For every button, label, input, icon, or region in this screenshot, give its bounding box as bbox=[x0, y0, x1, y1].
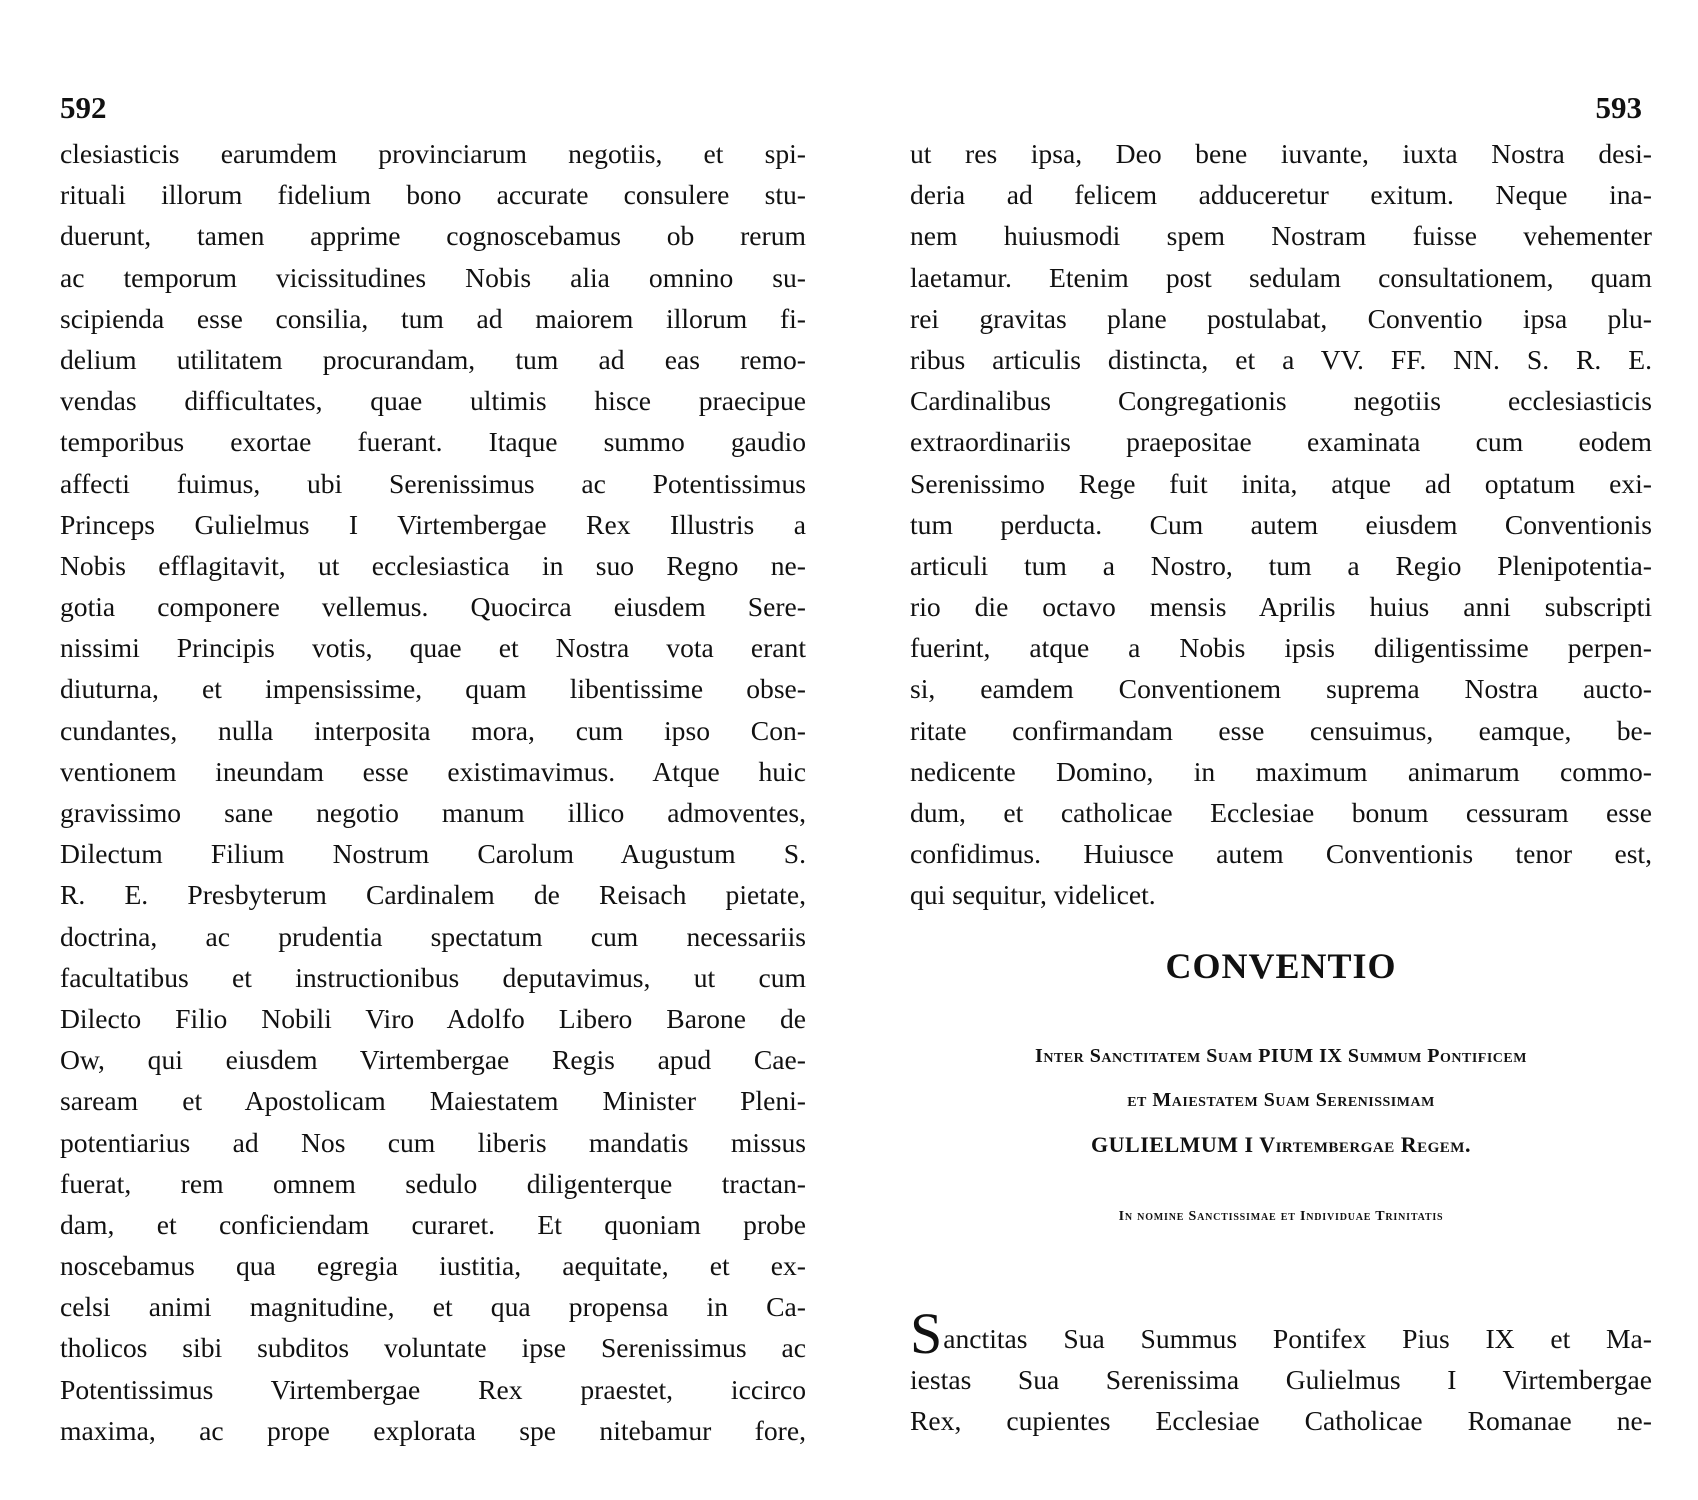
text-line: Dilectum Filium Nostrum Carolum Augustum S. bbox=[60, 838, 806, 870]
drop-cap-initial: S bbox=[910, 1301, 943, 1367]
text-line: facultatibus et instructionibus deputavimus, ut cum bbox=[60, 961, 806, 993]
text-line: ribus articulis distincta, et a VV. FF. NN. S. R. E. bbox=[910, 343, 1652, 375]
text-line: diuturna, et impensissime, quam libentissime obse- bbox=[60, 673, 806, 705]
opening-first-line bbox=[910, 1301, 1652, 1367]
text-line: Serenissimo Rege fuit inita, atque ad optatum exi- bbox=[910, 467, 1652, 499]
text-line: tholicos sibi subditos voluntate ipse Serenissimus ac bbox=[60, 1332, 806, 1364]
convention-opening-paragraph bbox=[910, 1301, 1652, 1442]
text-line: iestas Sua Serenissima Gulielmus I Virtembergae bbox=[910, 1364, 1652, 1396]
text-line: nedicente Domino, in maximum animarum commo- bbox=[910, 755, 1652, 787]
text-line: ac temporum vicissitudines Nobis alia omnino su- bbox=[60, 261, 806, 293]
text-line: Dilecto Filio Nobili Viro Adolfo Libero Barone de bbox=[60, 1002, 806, 1034]
text-line: cundantes, nulla interposita mora, cum ipso Con- bbox=[60, 714, 806, 746]
text-line: fuerat, rem omnem sedulo diligenterque tractan- bbox=[60, 1167, 806, 1199]
text-line: scipienda esse consilia, tum ad maiorem illorum fi- bbox=[60, 302, 806, 334]
text-line: extraordinariis praepositae examinata cum eodem bbox=[910, 426, 1652, 458]
text-line: si, eamdem Conventionem suprema Nostra aucto- bbox=[910, 673, 1652, 705]
text-line: temporibus exortae fuerant. Itaque summo gaudio bbox=[60, 426, 806, 458]
text-line: anctitas Sua Summus Pontifex Pius IX et Ma- bbox=[943, 1322, 1652, 1354]
text-line: deria ad felicem adduceretur exitum. Neque ina- bbox=[910, 179, 1652, 211]
text-line: fuerint, atque a Nobis ipsis diligentissime perpen- bbox=[910, 632, 1652, 664]
convention-subtitle-line: et Maiestatem Suam Serenissimam bbox=[1127, 1089, 1435, 1111]
text-line: doctrina, ac prudentia spectatum cum necessariis bbox=[60, 920, 806, 952]
text-line: R. E. Presbyterum Cardinalem de Reisach pietate, bbox=[60, 879, 806, 911]
text-line: celsi animi magnitudine, et qua propensa in Ca- bbox=[60, 1291, 806, 1323]
text-line: laetamur. Etenim post sedulam consultationem, quam bbox=[910, 261, 1652, 293]
right-page-body bbox=[910, 133, 1652, 916]
text-line: Nobis efflagitavit, ut ecclesiastica in suo Regno ne- bbox=[60, 549, 806, 581]
text-line: potentiarius ad Nos cum liberis mandatis missus bbox=[60, 1126, 806, 1158]
text-line: delium utilitatem procurandam, tum ad eas remo- bbox=[60, 343, 806, 375]
text-line: rituali illorum fidelium bono accurate consulere stu- bbox=[60, 179, 806, 211]
text-line: gotia componere vellemus. Quocirca eiusdem Sere- bbox=[60, 591, 806, 623]
text-line: noscebamus qua egregia iustitia, aequitate, et ex- bbox=[60, 1250, 806, 1282]
text-line: ventionem ineundam esse existimavimus. Atque huic bbox=[60, 755, 806, 787]
text-line: rei gravitas plane postulabat, Conventio ipsa plu- bbox=[910, 302, 1652, 334]
text-line: Princeps Gulielmus I Virtembergae Rex Illustris a bbox=[60, 508, 806, 540]
left-page-body bbox=[60, 133, 806, 1451]
right-page-number: 593 bbox=[1595, 90, 1642, 125]
convention-subtitle-line: GULIELMUM I Virtembergae Regem. bbox=[1091, 1132, 1471, 1157]
text-line: maxima, ac prope explorata spe nitebamur fore, bbox=[60, 1414, 806, 1446]
text-line: clesiasticis earumdem provinciarum negotiis, et spi- bbox=[60, 138, 806, 169]
text-line: dum, et catholicae Ecclesiae bonum cessuram esse bbox=[910, 797, 1652, 828]
right-page bbox=[849, 0, 1698, 1500]
text-line: duerunt, tamen apprime cognoscebamus ob rerum bbox=[60, 220, 806, 252]
text-line: nem huiusmodi spem Nostram fuisse vehementer bbox=[910, 220, 1652, 252]
text-line: Potentissimus Virtembergae Rex praestet, iccirco bbox=[60, 1373, 806, 1405]
convention-title: CONVENTIO bbox=[1165, 946, 1397, 986]
text-line: rio die octavo mensis Aprilis huius anni subscripti bbox=[910, 591, 1652, 623]
text-line: gravissimo sane negotio manum illico admoventes, bbox=[60, 797, 806, 828]
text-line: Ow, qui eiusdem Virtembergae Regis apud Cae- bbox=[60, 1044, 806, 1076]
text-line: tum perducta. Cum autem eiusdem Conventionis bbox=[910, 508, 1652, 540]
text-line: vendas difficultates, quae ultimis hisce praecipue bbox=[60, 385, 806, 417]
text-line: Rex, cupientes Ecclesiae Catholicae Romanae ne- bbox=[910, 1405, 1652, 1437]
text-line: dam, et conficiendam curaret. Et quoniam probe bbox=[60, 1208, 806, 1240]
text-line: qui sequitur, videlicet. bbox=[910, 879, 1156, 911]
text-line: ut res ipsa, Deo bene iuvante, iuxta Nostra desi- bbox=[910, 138, 1652, 169]
text-line: nissimi Principis votis, quae et Nostra vota erant bbox=[60, 632, 806, 664]
text-line: confidimus. Huiusce autem Conventionis tenor est, bbox=[910, 838, 1652, 870]
left-page-number: 592 bbox=[60, 90, 107, 125]
text-line: saream et Apostolicam Maiestatem Minister Pleni- bbox=[60, 1085, 806, 1117]
text-line: ritate confirmandam esse censuimus, eamque, be- bbox=[910, 714, 1652, 746]
convention-subtitle-line: Inter Sanctitatem Suam PIUM IX Summum Pontificem bbox=[1035, 1045, 1527, 1067]
text-line: articuli tum a Nostro, tum a Regio Plenipotentia- bbox=[910, 549, 1652, 581]
text-line: Cardinalibus Congregationis negotiis ecclesiasticis bbox=[910, 385, 1652, 417]
trinity-invocation: In nomine Sanctissimae et Individuae Trinitatis bbox=[1118, 1209, 1444, 1224]
text-line: affecti fuimus, ubi Serenissimus ac Potentissimus bbox=[60, 467, 806, 499]
